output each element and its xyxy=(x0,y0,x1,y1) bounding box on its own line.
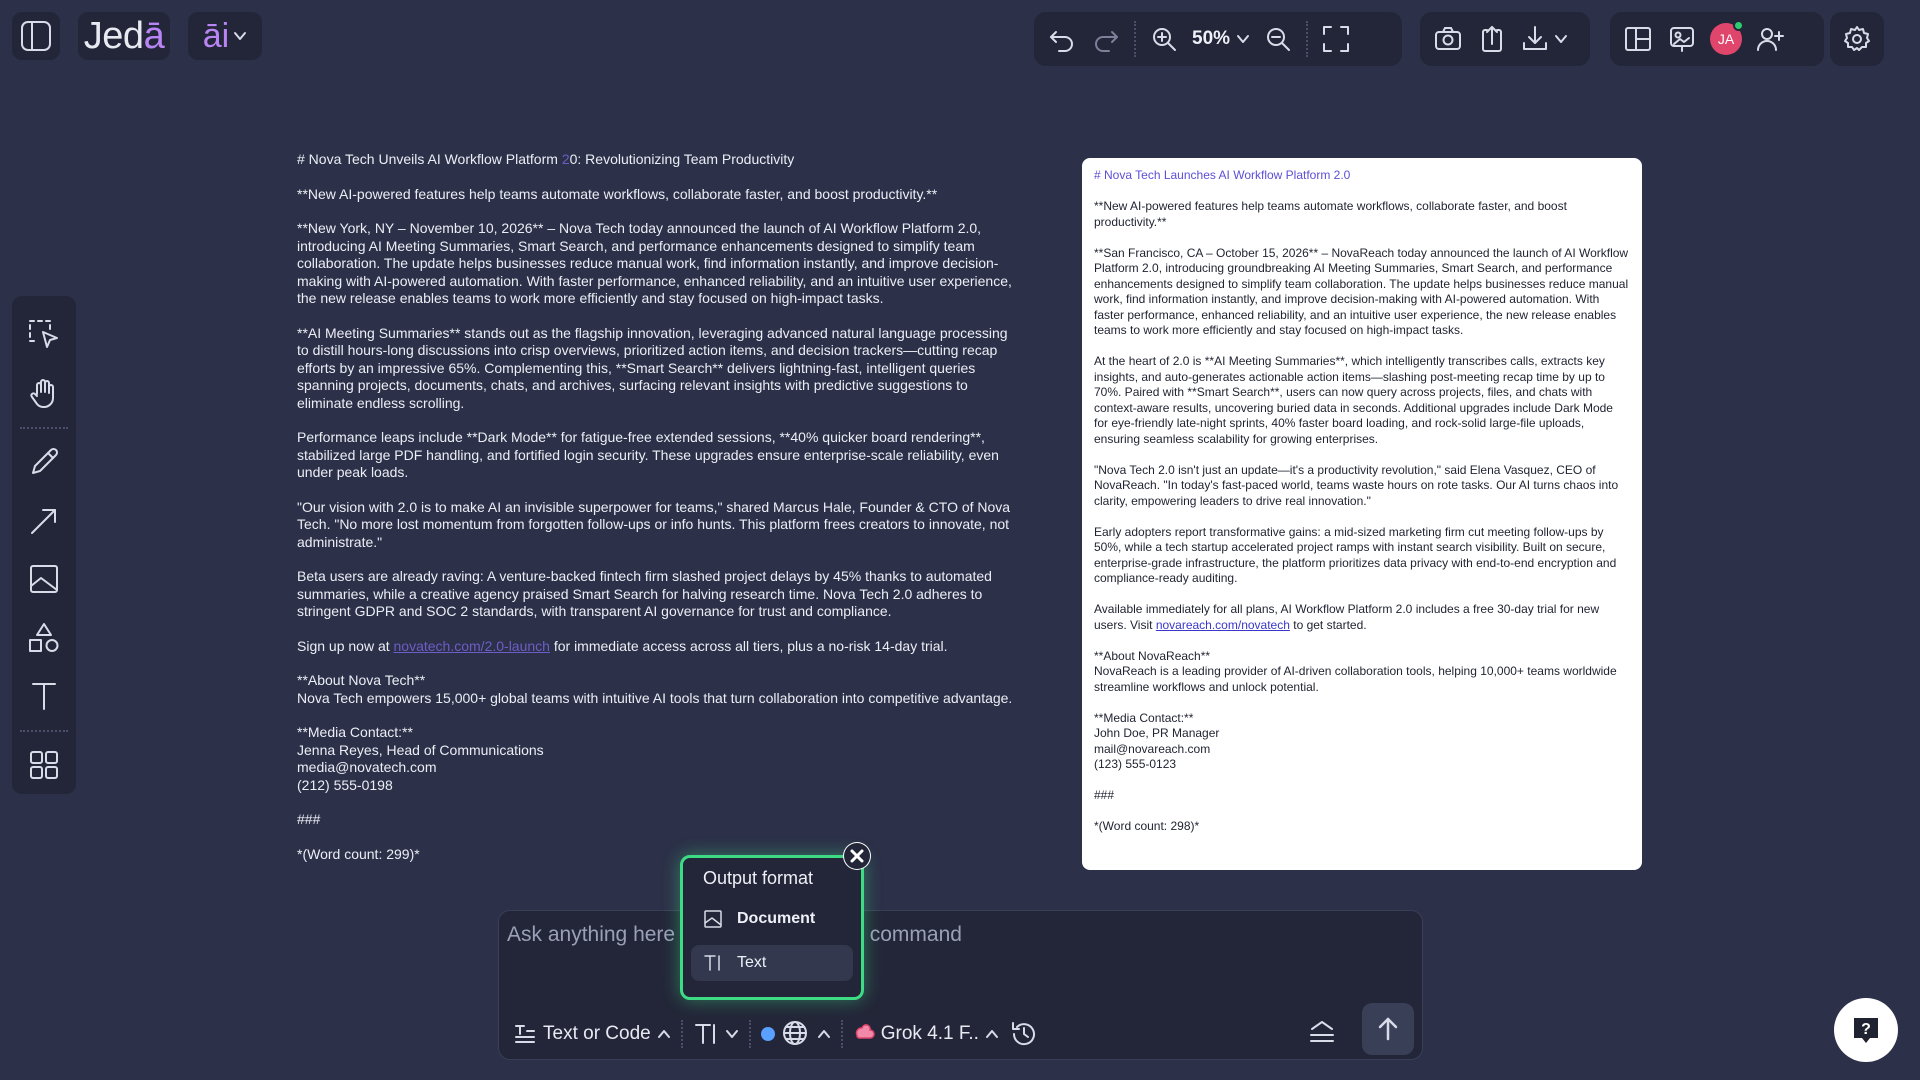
ai-label: āi xyxy=(202,16,230,55)
send-button[interactable] xyxy=(1362,1003,1414,1055)
toolbar-divider xyxy=(20,730,68,732)
doc-paragraph: **Media Contact:** Jenna Reyes, Head of Communications media@novatech.com (212) 555-0198 xyxy=(297,724,544,793)
toolbar-divider xyxy=(749,1020,751,1048)
signup-link[interactable]: novatech.com/2.0-launch xyxy=(393,637,550,654)
svg-text:?: ? xyxy=(1861,1021,1871,1038)
stack-icon xyxy=(1308,1019,1336,1045)
doc-paragraph: **AI Meeting Summaries** stands out as the flagship innovation, leveraging advanced natural language processing to distill hours-long discussions into crisp overviews, prioritized action items, and decision trackers—cutting recap efforts by an impressive 65%. Complementing this, **Smart Search** delivers lightning-fast, intelligent queries spanning projects, documents, chats, and archives, surfacing relevant insights with predictive suggestions to eliminate endless scrolling. xyxy=(297,324,1012,411)
document-card[interactable] xyxy=(1082,158,1642,870)
zoom-level-dropdown[interactable] xyxy=(1192,28,1250,50)
gear-icon xyxy=(1843,25,1871,53)
document-icon xyxy=(703,909,723,929)
card-paragraph: ### xyxy=(1094,788,1115,802)
chevron-up-icon xyxy=(985,1027,999,1041)
avatar-initials: JA xyxy=(1717,31,1735,47)
pencil-icon xyxy=(27,445,61,479)
ai-menu-button[interactable] xyxy=(188,12,262,60)
chevron-down-icon xyxy=(1236,32,1250,46)
share-button[interactable] xyxy=(1476,21,1508,57)
chevron-up-icon xyxy=(817,1027,831,1041)
format-option-label: Document xyxy=(737,910,816,927)
text-tool[interactable] xyxy=(20,671,68,722)
arrow-tool[interactable] xyxy=(20,496,68,547)
add-user-icon xyxy=(1755,24,1785,54)
pan-tool[interactable] xyxy=(20,369,68,420)
output-format-selector[interactable] xyxy=(693,1021,739,1047)
pen-tool[interactable] xyxy=(20,437,68,488)
text-icon xyxy=(27,679,61,713)
chevron-up-icon xyxy=(657,1027,671,1041)
chat-options-bar xyxy=(513,1009,1410,1059)
card-paragraph: **New AI-powered features help teams automate workflows, collaborate faster, and boost productivity.** xyxy=(1094,199,1571,229)
doc-paragraph: *(Word count: 299)* xyxy=(297,845,420,862)
toolbar-divider xyxy=(1306,21,1308,57)
zoom-out-button[interactable] xyxy=(1262,21,1294,57)
undo-button[interactable] xyxy=(1046,21,1078,57)
help-button[interactable] xyxy=(1834,998,1898,1062)
select-tool[interactable] xyxy=(20,310,68,361)
arrow-up-icon xyxy=(1374,1015,1402,1043)
doc-paragraph: **New York, NY – November 10, 2026** – Nova Tech today announced the launch of AI Workflow Platform 2.0, introducing AI Meeting Summaries, Smart Search, and performance enhancements designed to simplify team collaboration. The update helps businesses reduce manual work, find information instantly, and improve decision-making with AI-powered automation. With faster performance, enhanced reliability, and an intuitive user experience, the new release enables teams to work more efficiently and stay focused on high-impact tasks. xyxy=(297,220,1016,306)
chat-composer xyxy=(498,910,1423,1060)
popover-title: Output format xyxy=(703,868,814,888)
settings-button[interactable] xyxy=(1830,12,1884,66)
layout-icon xyxy=(1623,24,1653,54)
shapes-icon xyxy=(27,621,61,655)
left-toolbar xyxy=(12,296,76,794)
toolbar-divider xyxy=(841,1020,843,1048)
hand-icon xyxy=(27,377,61,411)
card-paragraph: **Media Contact:** John Doe, PR Manager mail@novareach.com (123) 555-0123 xyxy=(1094,710,1220,771)
model-label: Grok 4.1 F.. xyxy=(880,1023,979,1044)
history-button[interactable] xyxy=(1009,1019,1039,1049)
doc-paragraph: Sign up now at novatech.com/2.0-launch for immediate access across all tiers, plus a no-risk 14-day trial. xyxy=(297,637,948,654)
card-paragraph: **About NovaReach** NovaReach is a leading provider of AI-driven collaboration tools, helping 10,000+ teams worldwide streamline workflows and unlock potential. xyxy=(1094,648,1617,694)
output-format-popover xyxy=(680,855,864,1000)
history-zoom-toolbar xyxy=(1034,12,1402,66)
card-paragraph: Early adopters report transformative gains: a mid-sized marketing firm cut meeting follow-ups by 50%, while a tech startup accelerated project ramps with instant search visibility. Built on secure, enterprise-grade infrastructure, the platform prioritizes data privacy with end-to-end encryption and compliance-ready auditing. xyxy=(1094,524,1620,585)
mode-label: Text or Code xyxy=(543,1023,651,1044)
chevron-down-icon xyxy=(1554,32,1568,46)
visit-link[interactable]: novareach.com/novatech xyxy=(1155,617,1290,632)
card-title: # Nova Tech Launches AI Workflow Platform 2.0 xyxy=(1094,168,1351,182)
doc-paragraph: **New AI-powered features help teams automate workflows, collaborate faster, and boost productivity.** xyxy=(297,185,938,202)
doc-paragraph: Performance leaps include **Dark Mode** for fatigue-free extended sessions, **40% quicker board rendering**, stabilized large PDF handling, and fortified login security. These upgrades ensure enterprise-scale reliability, even under peak loads. xyxy=(297,429,1003,480)
text-code-icon xyxy=(513,1022,537,1046)
user-avatar[interactable] xyxy=(1710,23,1742,55)
doc-paragraph: **About Nova Tech** Nova Tech empowers 15,000+ global teams with intuitive AI tools that turn collaboration into competitive advantage. xyxy=(297,672,1013,706)
canvas-text-document[interactable] xyxy=(297,151,1017,880)
download-icon xyxy=(1520,24,1550,54)
text-format-icon xyxy=(703,953,723,973)
select-icon xyxy=(27,318,61,352)
chat-input[interactable] xyxy=(507,923,1407,993)
chevron-down-icon xyxy=(725,1027,739,1041)
zoom-out-icon xyxy=(1264,25,1292,53)
format-option-document[interactable] xyxy=(691,901,853,937)
view-toolbar xyxy=(1610,12,1824,66)
help-icon xyxy=(1850,1014,1882,1046)
arrow-icon xyxy=(27,504,61,538)
online-status-dot xyxy=(1733,20,1744,31)
chevron-down-icon xyxy=(233,29,247,43)
web-search-selector[interactable] xyxy=(761,1019,831,1049)
sidebar-icon xyxy=(19,19,53,53)
undo-icon xyxy=(1047,24,1077,54)
image-tool[interactable] xyxy=(20,554,68,605)
screenshot-button[interactable] xyxy=(1432,21,1464,57)
image-icon xyxy=(27,562,61,596)
format-option-text[interactable] xyxy=(691,945,853,981)
toolbar-divider xyxy=(20,427,68,429)
history-icon xyxy=(1009,1019,1039,1049)
zoom-in-icon xyxy=(1150,25,1178,53)
camera-icon xyxy=(1433,24,1463,54)
card-paragraph: **San Francisco, CA – October 15, 2026** – NovaReach today announced the launch of AI Workflow Platform 2.0, introducing groundbreaking AI Meeting Summaries, Smart Search, and performance enhancements designed to simplify team collaboration. The update helps businesses reduce manual work, find information instantly, and improve decision-making with AI-powered automation. With faster performance, enhanced reliability, and an intuitive user experience, the new release enables teams to work more efficiently and stay focused on high-impact tasks. xyxy=(1094,245,1632,337)
redo-button[interactable] xyxy=(1090,21,1122,57)
text-format-icon xyxy=(693,1021,719,1047)
collapse-button[interactable] xyxy=(1308,1019,1336,1045)
globe-search-icon xyxy=(781,1019,811,1049)
upload-icon xyxy=(1477,24,1507,54)
card-paragraph: Available immediately for all plans, AI Workflow Platform 2.0 includes a free 30-day trial for new users. Visit novareach.com/novatech to get started. xyxy=(1094,602,1603,632)
app-logo[interactable] xyxy=(78,12,170,60)
presentation-icon xyxy=(1667,24,1697,54)
grid-icon xyxy=(27,748,61,782)
present-button[interactable] xyxy=(1666,21,1698,57)
format-option-label: Text xyxy=(737,954,767,971)
close-icon xyxy=(843,842,871,870)
model-selector[interactable] xyxy=(853,1023,999,1045)
export-toolbar xyxy=(1420,12,1590,66)
layout-button[interactable] xyxy=(1622,21,1654,57)
sidebar-toggle-button[interactable] xyxy=(12,12,60,60)
toolbar-divider xyxy=(681,1020,683,1048)
fit-screen-button[interactable] xyxy=(1320,21,1352,57)
mode-selector[interactable] xyxy=(513,1022,671,1046)
card-paragraph: At the heart of 2.0 is **AI Meeting Summaries**, which intelligently transcribes calls, extracts key insights, and auto-generates actionable action items—slashing post-meeting recap time by up to 70%. Paired with **Smart Search**, users can now query across projects, files, and chats with context-aware results, uncovering buried data in seconds. Additional upgrades include Dark Mode for eye-friendly late-night sprints, 40% faster board loading, and rock-solid large-file uploads, ensuring seamless scalability for growing enterprises. xyxy=(1094,354,1617,446)
logo-text: Jed xyxy=(83,14,144,57)
logo-accent: ā xyxy=(143,14,165,57)
components-tool[interactable] xyxy=(20,740,68,791)
doc-paragraph: Beta users are already raving: A venture-backed fintech firm slashed project delays by 45% thanks to automated summaries, while a creative agency praised Smart Search for halving research time. Nova Tech 2.0 adheres to stringent GDPR and SOC 2 standards, with transparent AI governance for trust and compliance. xyxy=(297,568,996,619)
zoom-in-button[interactable] xyxy=(1148,21,1180,57)
doc-paragraph: "Our vision with 2.0 is to make AI an invisible superpower for teams," shared Marcus Hale, Founder & CTO of Nova Tech. "No more lost momentum from forgotten follow-ups or info hunts. This platform frees creators to innovate, not administrate." xyxy=(297,498,1014,550)
doc-title: # Nova Tech Unveils AI Workflow Platform 20: Revolutionizing Team Productivity xyxy=(297,151,795,167)
shapes-tool[interactable] xyxy=(20,613,68,664)
download-menu-button[interactable] xyxy=(1520,21,1568,57)
card-paragraph: "Nova Tech 2.0 isn't just an update—it's a productivity revolution," said Elena Vasquez, CEO of NovaReach. "In today's fast-paced world, teams waste hours on rote tasks. Our AI turns chaos into clarity, empowering leaders to drive real innovation." xyxy=(1094,462,1622,508)
brain-icon xyxy=(853,1023,875,1045)
status-dot xyxy=(761,1027,775,1041)
close-popover-button[interactable] xyxy=(843,842,871,870)
card-paragraph: *(Word count: 298)* xyxy=(1094,819,1200,833)
invite-user-button[interactable] xyxy=(1754,21,1786,57)
zoom-level-value: 50% xyxy=(1192,28,1231,49)
doc-paragraph: ### xyxy=(297,811,321,827)
toolbar-divider xyxy=(1134,21,1136,57)
redo-icon xyxy=(1091,24,1121,54)
fit-screen-icon xyxy=(1321,24,1351,54)
